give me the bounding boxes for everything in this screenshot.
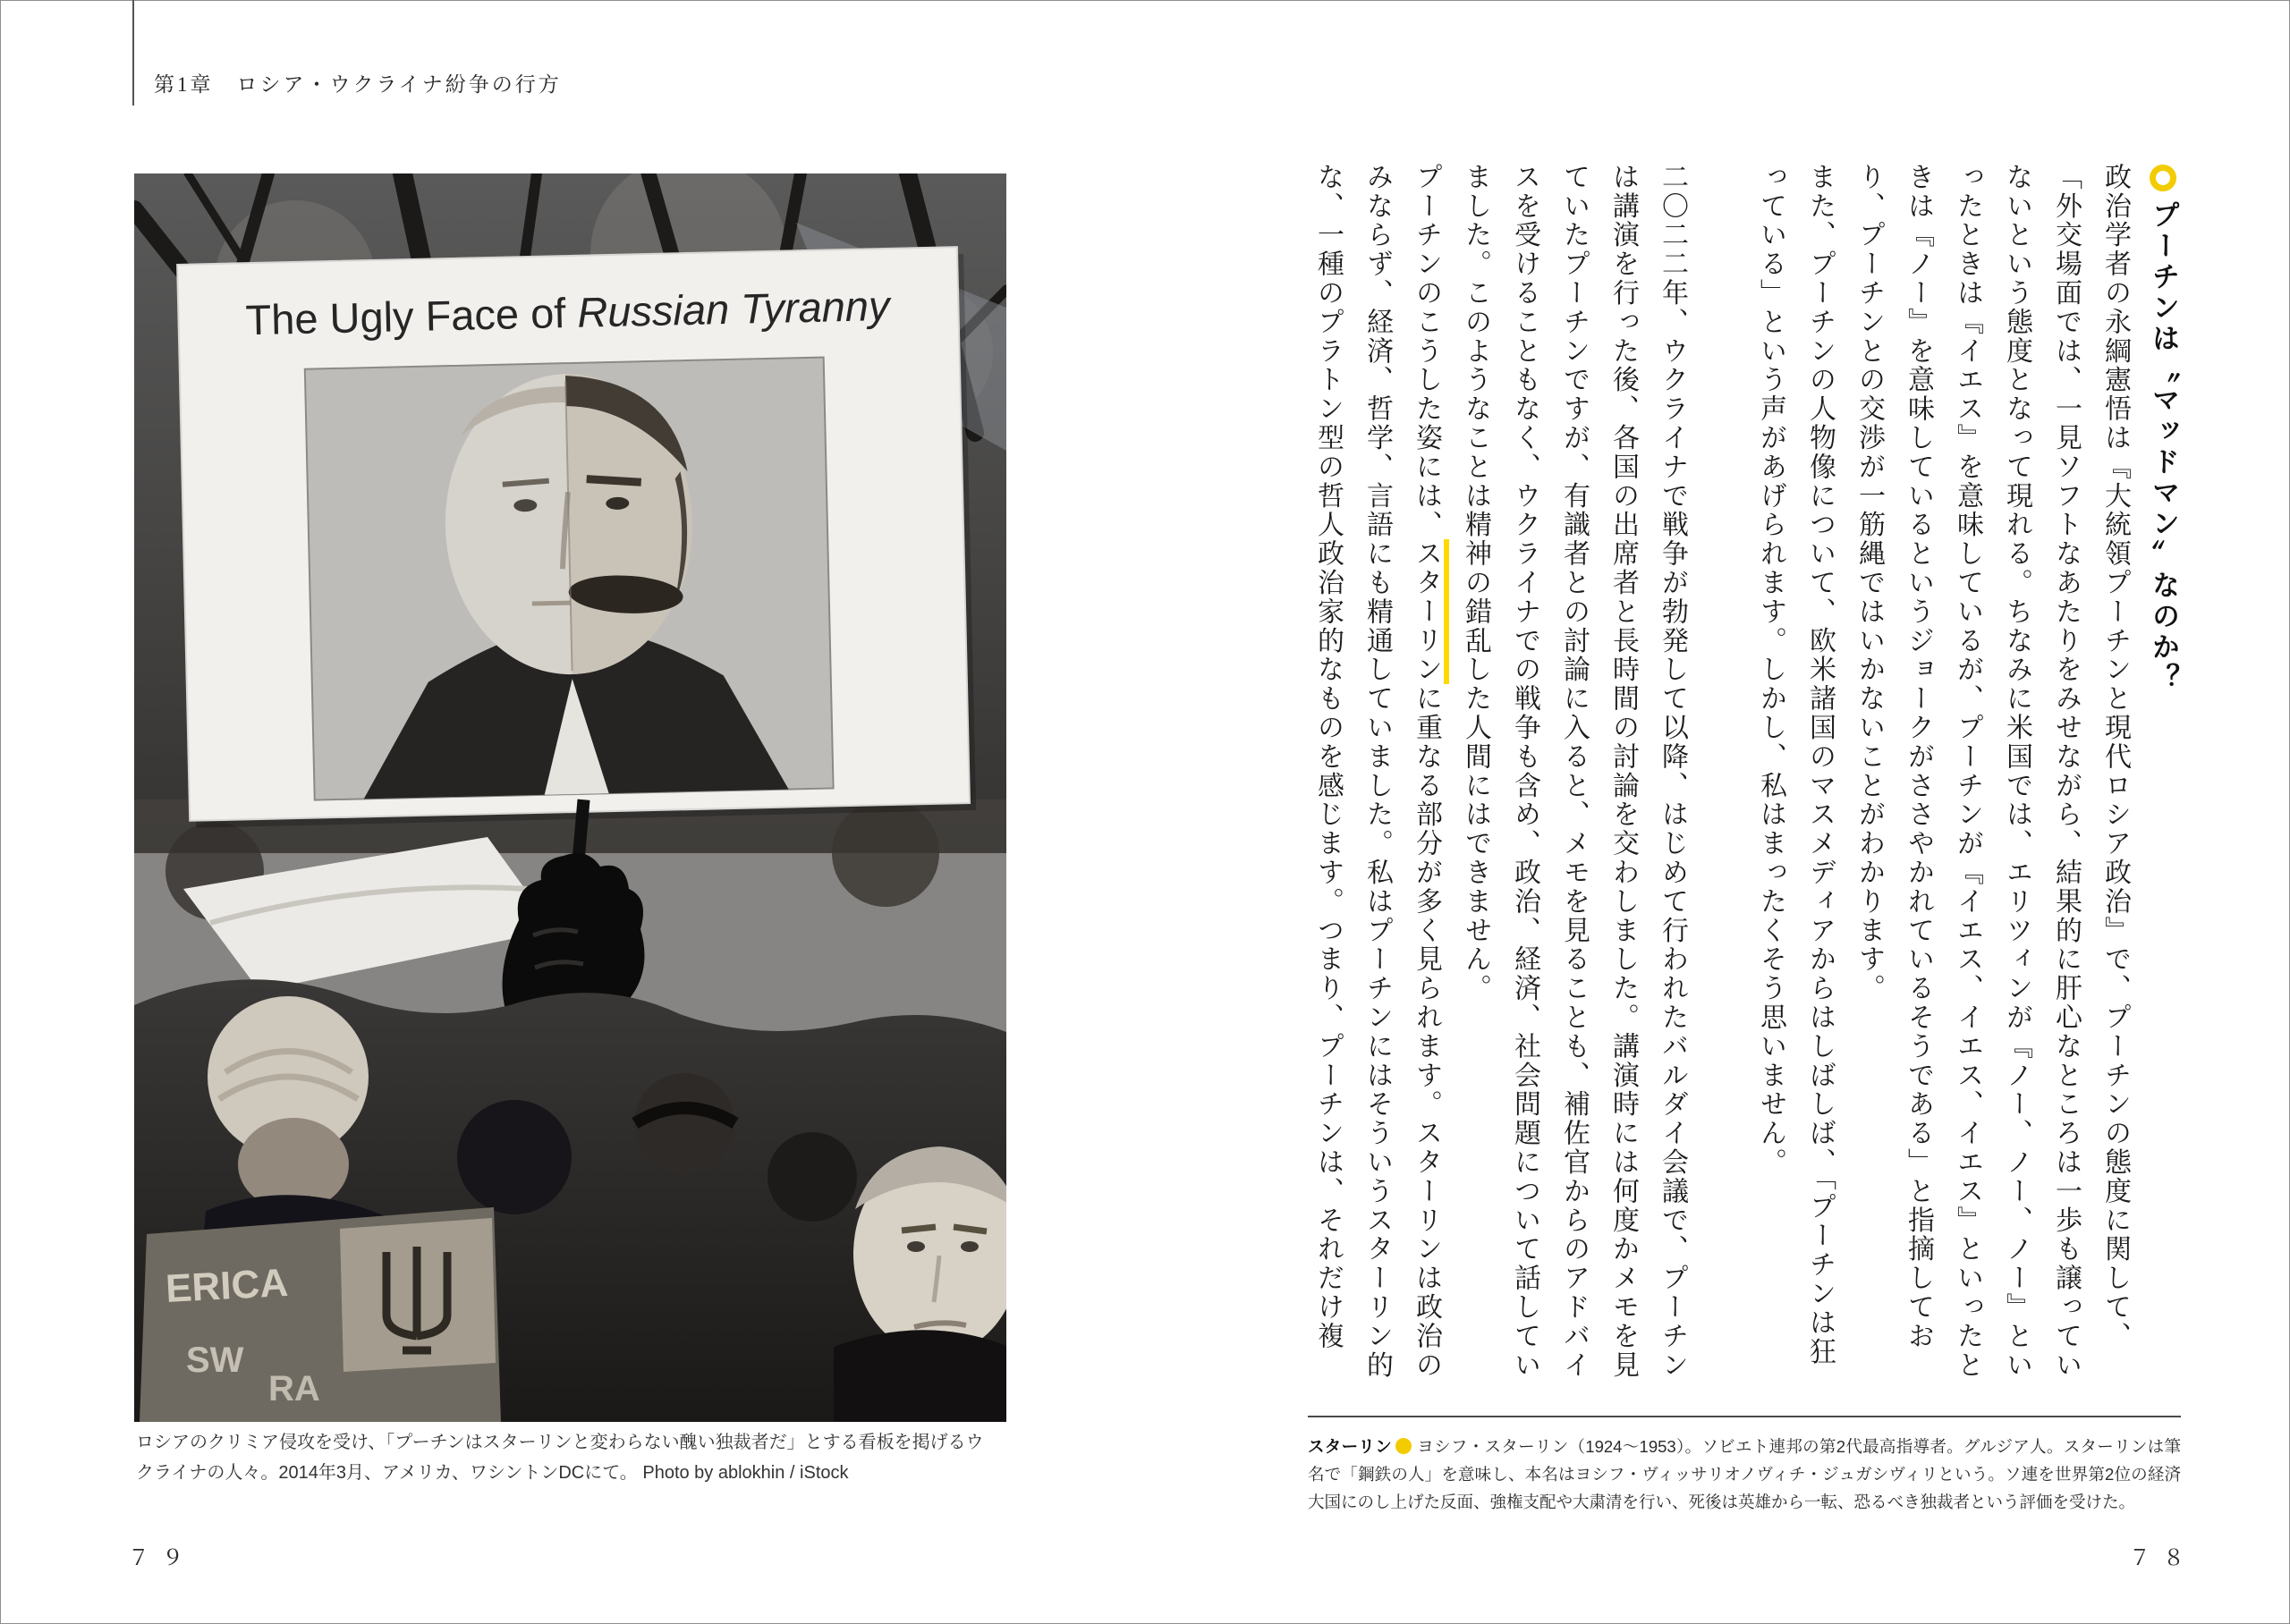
section-heading-text: プーチンは〝マッドマン〟なのか？	[2148, 200, 2179, 694]
page-number-left: ７９	[128, 1546, 196, 1570]
protest-photo-illustration	[134, 173, 1006, 1422]
placard-letters: RA	[268, 1369, 320, 1408]
paragraph: 二〇二二年、ウクライナで戦争が勃発して以降、はじめて行われたバルダイ会議で、プーチンは講演を行った後、各国の出席者と長時間の討論を交わしました。講演時には何度かメモを見ていたプーチンですが、有識者との討論に入ると、メモを見ることも、補佐官からのアドバイスを受けることもなく、ウクライナでの戦争も含め、政治、経済、社会問題について話していました。このようなことは精神の錯乱した人間にはできません。	[1461, 163, 1687, 1380]
footnote	[1308, 1433, 2181, 1516]
cardboard-placard	[140, 1207, 501, 1422]
crowd-head	[457, 1100, 572, 1214]
crowd-head	[634, 1073, 734, 1173]
highlighted-term: スターリン	[1412, 539, 1449, 684]
protest-sign	[177, 247, 976, 828]
page-number-right: ７８	[2129, 1546, 2197, 1570]
yellow-ring-icon	[2150, 165, 2176, 191]
caption-line: クライナの人々。2014年3月、アメリカ、ワシントンDCにて。 Photo by ablokhin / iStock	[136, 1463, 849, 1483]
putin-stalin-portrait	[305, 358, 834, 800]
article-body	[1299, 163, 2140, 1384]
section-heading	[2143, 165, 2184, 1148]
caption-line: ロシアのクリミア侵攻を受け、「プーチンはスターリンと変わらない醜い独裁者だ」とする看板を掲げるウ	[136, 1433, 984, 1452]
chapter-header: 第1章 ロシア・ウクライナ紛争の行方	[154, 73, 562, 96]
footnote-term: スターリン	[1308, 1437, 1392, 1456]
paragraph-text: に重なる部分が多く見られます。スターリンは政治のみならず、経済、哲学、言語にも精通していました。私はプーチンにはそういうスターリン的な、一種のプラトン型の哲人政治家的なものを感じます。つまり、プーチンは、それだけ複	[1313, 163, 1441, 1380]
placard-letters: ERICA	[164, 1260, 290, 1311]
footnote-text: ヨシフ・スターリン（1924〜1953）。ソビエト連邦の第2代最高指導者。グルジア人。スターリンは筆名で「鋼鉄の人」を意味し、本名はヨシフ・ヴィッサリオノヴィチ・ジュガシヴィリという。ソ連を世界第2位の経済大国にのし上げた反面、強権支配や大粛清を行い、死後は英雄から一転、恐るべき独裁者という評価を受けた。	[1308, 1437, 2181, 1511]
yellow-dot-icon	[1395, 1438, 1412, 1454]
footnote-rule	[1308, 1416, 2181, 1417]
paragraph-text: プーチンのこうした姿には、	[1412, 163, 1441, 540]
paragraph	[1303, 163, 1451, 1384]
chapter-header-rule	[132, 0, 134, 106]
photo-caption	[136, 1427, 1022, 1488]
paragraph: また、プーチンの人物像について、欧米諸国のマスメディアからはしばしば、「プーチンは狂っている」という声があげられます。しかし、私はまったくそう思いません。	[1756, 163, 1835, 1366]
paragraph: 政治学者の永綱憲悟は『大統領プーチンと現代ロシア政治』で、プーチンの態度に関して、「外交場面では、一見ソフトなあたりをみせながら、結果的に肝心なところは一歩も譲っていないという態度となって現れる。ちなみに米国では、エリツィンが『ノー、ノー、ノー』といったときは『イエス』を意味しているが、プーチンが『イエス、イエス、イエス』といったときは『ノー』を意味しているというジョークがささやかれているそうである」と指摘しており、プーチンとの交渉が一筋縄ではいかないことがわかります。	[1854, 163, 2130, 1380]
crowd-head	[768, 1132, 857, 1222]
sign-title: The Ugly Face of Russian Tyranny	[244, 281, 891, 344]
protest-photo	[134, 173, 1006, 1422]
placard-letters: SW	[186, 1341, 244, 1380]
